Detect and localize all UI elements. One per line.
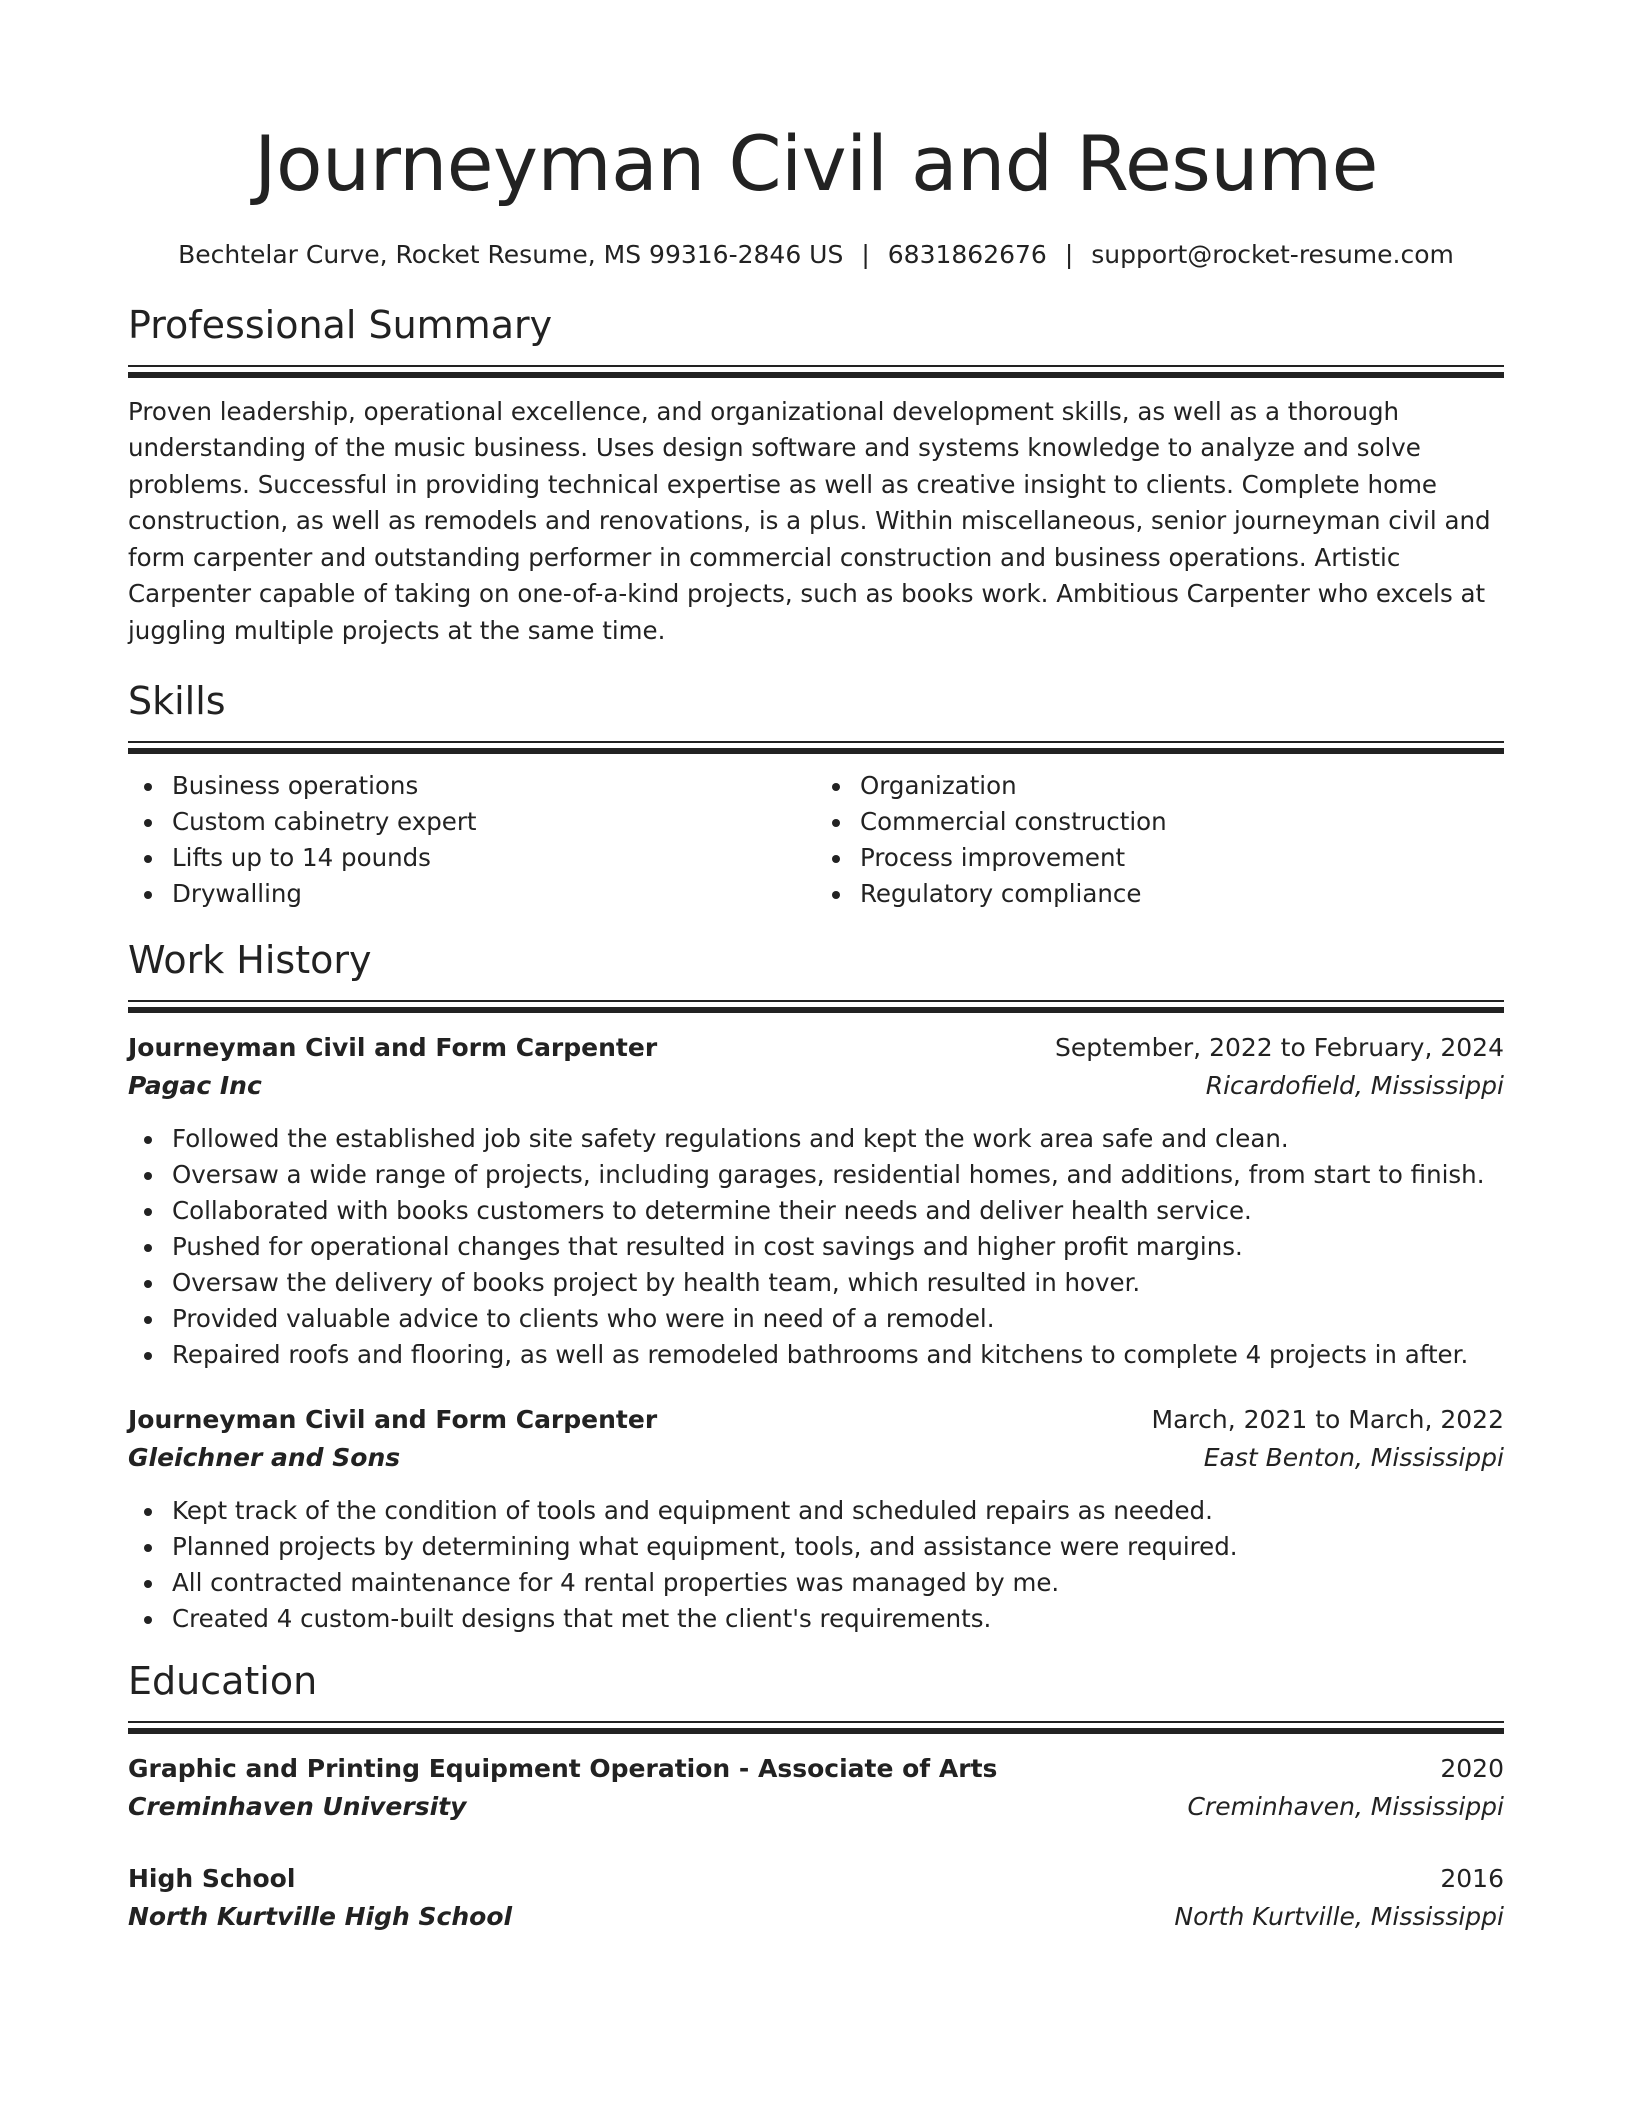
job-entry xyxy=(128,1029,1504,1373)
education-header-row xyxy=(128,1860,1504,1898)
job-company: Gleichner and Sons xyxy=(128,1442,401,1472)
job-entry xyxy=(128,1401,1504,1637)
contact-phone: 6831862676 xyxy=(887,240,1047,269)
section-divider xyxy=(128,741,1504,754)
job-bullet: Pushed for operational changes that resulted in cost savings and higher profit margins. xyxy=(128,1229,1504,1265)
skill-item: Organization xyxy=(816,768,1504,804)
contact-email: support@rocket-resume.com xyxy=(1091,240,1454,269)
job-dates: March, 2021 to March, 2022 xyxy=(1151,1404,1504,1434)
job-title: Journeyman Civil and Form Carpenter xyxy=(128,1404,658,1434)
section-title-education: Education xyxy=(128,1658,318,1703)
job-bullet: Oversaw the delivery of books project by health team, which resulted in hover. xyxy=(128,1265,1504,1301)
job-header-row xyxy=(128,1029,1504,1067)
job-sub-row xyxy=(128,1439,1504,1477)
education-location: Creminhaven, Mississippi xyxy=(1187,1791,1504,1821)
job-bullet: Planned projects by determining what equipment, tools, and assistance were required. xyxy=(128,1529,1504,1565)
skills-right-column xyxy=(816,768,1504,912)
contact-separator: | xyxy=(1064,240,1074,269)
section-divider xyxy=(128,1000,1504,1013)
section-divider xyxy=(128,1721,1504,1734)
job-title: Journeyman Civil and Form Carpenter xyxy=(128,1032,658,1062)
job-location: East Benton, Mississippi xyxy=(1203,1442,1504,1472)
section-title-skills: Skills xyxy=(128,679,226,724)
skill-item: Regulatory compliance xyxy=(816,876,1504,912)
education-location: North Kurtville, Mississippi xyxy=(1174,1901,1504,1931)
education-school: North Kurtville High School xyxy=(128,1901,513,1931)
education-entry xyxy=(128,1750,1504,1826)
education-header-row xyxy=(128,1750,1504,1788)
section-title-summary: Professional Summary xyxy=(128,303,553,347)
education-degree: Graphic and Printing Equipment Operation - Associate of Arts xyxy=(128,1753,998,1783)
education-section xyxy=(128,1658,1504,1936)
job-bullet: Provided valuable advice to clients who were in need of a remodel. xyxy=(128,1301,1504,1337)
job-dates: September, 2022 to February, 2024 xyxy=(1055,1032,1504,1062)
section-divider xyxy=(128,365,1504,378)
job-bullet: Created 4 custom-built designs that met the client's requirements. xyxy=(128,1601,1504,1637)
contact-line xyxy=(128,240,1504,269)
summary-section xyxy=(128,305,1504,649)
job-bullet: Oversaw a wide range of projects, including garages, residential homes, and additions, from start to finish. xyxy=(128,1157,1504,1193)
job-bullet: Repaired roofs and flooring, as well as remodeled bathrooms and kitchens to complete 4 projects in after. xyxy=(128,1337,1504,1373)
education-degree: High School xyxy=(128,1863,296,1893)
job-sub-row xyxy=(128,1067,1504,1105)
job-bullet: All contracted maintenance for 4 rental properties was managed by me. xyxy=(128,1565,1504,1601)
skill-item: Lifts up to 14 pounds xyxy=(128,840,816,876)
skill-item: Business operations xyxy=(128,768,816,804)
job-bullets xyxy=(128,1493,1504,1637)
job-bullet: Followed the established job site safety regulations and kept the work area safe and clean. xyxy=(128,1121,1504,1157)
education-sub-row xyxy=(128,1788,1504,1826)
section-title-work: Work History xyxy=(128,938,372,983)
summary-text: Proven leadership, operational excellence, and organizational development skills, as well as a thorough understanding of the music business. Uses design software and systems knowledge to analyze and solve problems. Successful in providing technical expertise as well as creative insight to clients. Complete home construction, as well as remodels and renovations, is a plus. Within miscellaneous, senior journeyman civil and form carpenter and outstanding performer in commercial construction and business operations. Artistic Carpenter capable of taking on one-of-a-kind projects, such as books work. Ambitious Carpenter who excels at juggling multiple projects at the same time. xyxy=(128,396,1491,645)
education-school: Creminhaven University xyxy=(128,1791,467,1821)
education-sub-row xyxy=(128,1898,1504,1936)
job-bullet: Collaborated with books customers to determine their needs and deliver health service. xyxy=(128,1193,1504,1229)
job-header-row xyxy=(128,1401,1504,1439)
skill-item: Custom cabinetry expert xyxy=(128,804,816,840)
skill-item: Drywalling xyxy=(128,876,816,912)
job-company: Pagac Inc xyxy=(128,1070,262,1100)
education-year: 2020 xyxy=(1440,1753,1504,1783)
contact-separator: | xyxy=(861,240,870,269)
work-section xyxy=(128,940,1504,1637)
skill-item: Commercial construction xyxy=(816,804,1504,840)
skill-item: Process improvement xyxy=(816,840,1504,876)
job-bullet: Kept track of the condition of tools and equipment and scheduled repairs as needed. xyxy=(128,1493,1504,1529)
resume-name: Journeyman Civil and Resume xyxy=(254,119,1378,208)
skills-section xyxy=(128,681,1504,912)
education-entry xyxy=(128,1860,1504,1936)
contact-address: Bechtelar Curve, Rocket Resume, MS 99316-2846 US xyxy=(178,240,844,269)
education-year: 2016 xyxy=(1440,1863,1504,1893)
skills-columns xyxy=(128,768,1504,912)
skills-left-column xyxy=(128,768,816,912)
job-location: Ricardofield, Mississippi xyxy=(1205,1070,1504,1100)
job-bullets xyxy=(128,1121,1504,1373)
